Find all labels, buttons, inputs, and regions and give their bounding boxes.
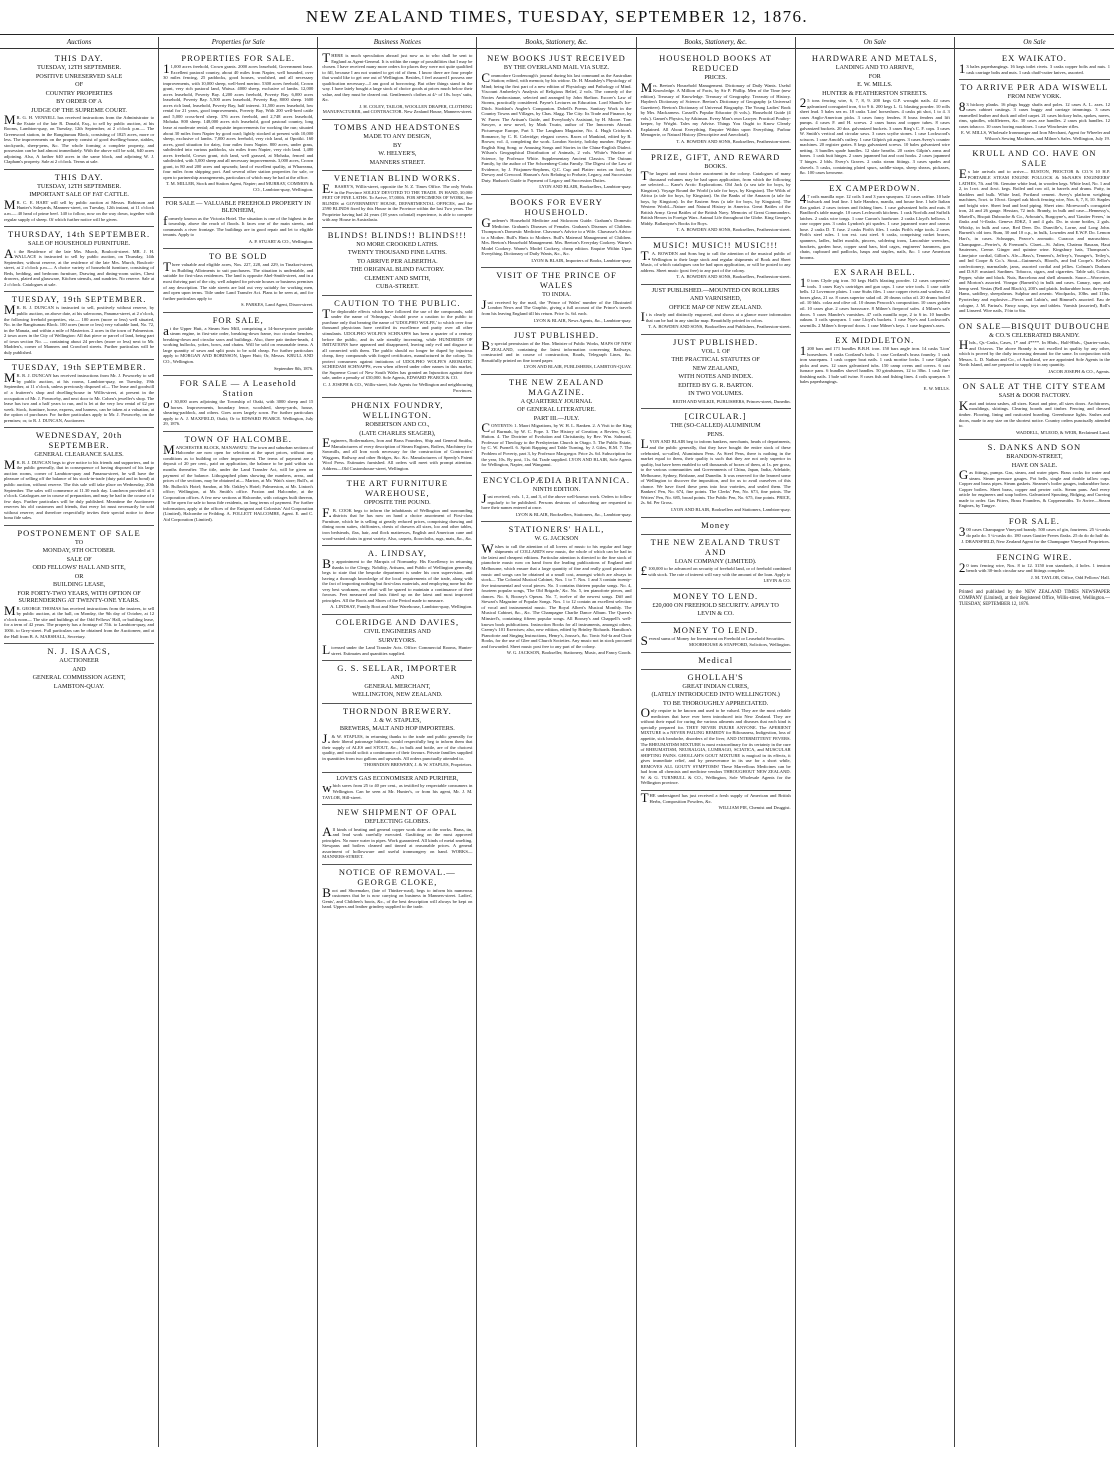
advertisement xyxy=(959,550,1110,586)
ad-body: 11,000 acres freehold, Crown grants. 2000 acres leasehold, Government lease. Excellent pastoral country, about 40 miles from Napier, well bounded, over 30 miles fencing, 25 paddocks, good houses, woolshed, and all necessary improvements, with 10,000 sheep, well-bred merino. 5300 acres freehold, Crown grant, very rich pastoral land, Waiwa. 4000 sheep, exclusive of lambs. 12,000 acres leasehold, Poverty Bay. 4,200 acres freehold, Poverty Bay. 6,000 acres leasehold, Poverty Bay. 5,500 acres leasehold, Poverty Bay, 8000 sheep. 1600 acres rich land, leasehold, Poverty Bay, half interest. 31,500 acres leasehold, low rental for 21 years, good improvements, Poverty Bay, With 200 well-bred cattle and 5,000 cross-bred sheep. 376 acres freehold, and 2,748 acres leasehold, Mohaka. 800 sheep. 148,000 acres rich leasehold, good pastoral country, long lease at moderate rental; all requisite improvements for working the run; situated about 30 miles from Napier by good road; lightly stocked at present with 10,000 sheep, exclusive of lambs. 7,000 acres freehold, very rich land, at Opotiki. 160 acres, good situation for dairy, four miles from Napier. 800 acres, under grass, subdivided into various paddocks, six miles from Napier, very rich land. 1,480 acres freehold, Crown grant, rich land, well grassed, at Mohaka, fenced and subdivided, with 5,000 sheep and all necessary improvements. 3,000 acres, Crown grant, in 80 and 200 acres and upwards; land of excellent quality, at Whareama, four miles from shipping port. And several other station properties for sale, or open to partnership arrangements, particulars of which may be had at the office. xyxy=(163,61,314,180)
ad-body: formerly known as the Victoria Hotel. The situation is one of the highest in the township, above the reach of floods. It faces one of the main streets, and commands a river frontage. The buildings are in good repair and let to eligible tenants. Apply to xyxy=(163,212,314,238)
ad-heading-line: POSTPONEMENT OF SALE xyxy=(17,527,141,538)
ad-heading-line: THURSDAY, 14th SEPTEMBER. xyxy=(8,229,151,240)
ad-body: All kinds of heating and general copper work done at the works. Brass, tin, and lead work carefully executed. Gasfitting on the most approved principles. No more water in pipes. Work guaranteed. All kinds of metal smelting. Stewpans and boilers cleaned and tinned at reasonable prices. A general assortment of hollowware and useful ironmongery on hand. WORKS—MANNERS-STREET. xyxy=(322,823,473,860)
ad-heading-line: FOR SALE — VALUABLE FREEHOLD PROPERTY IN BLENHEIM, xyxy=(165,199,311,215)
ad-heading-line: EX WAIKATO. xyxy=(1001,53,1067,63)
ad-body: of 30,000 acres adjoining the Township of Otaki, with 3000 sheep and 15 horses. Improvements, boundary fence, woolshed, sheep-yards, house, shearing-paddock, and others. Goes acres largely sown. For further particulars apply to A. J. MAXFIELD, Otaki; Or to EDWARD PEARCE. Wellington, July 29, 1876. xyxy=(163,396,314,427)
advertisement xyxy=(481,375,631,473)
advertisement xyxy=(322,661,472,704)
advertisement xyxy=(641,623,791,653)
ad-heading-line: BOOKS FOR EVERY HOUSEHOLD. xyxy=(510,196,603,217)
column-3 xyxy=(318,37,477,1447)
ad-heading-line: BY THE OVERLAND MAIL VIA SUEZ. xyxy=(503,64,610,71)
ad-heading-line: JUST PUBLISHED. xyxy=(673,336,759,347)
advertisement xyxy=(322,120,472,171)
ad-body: 25 tons fencing wire, 6, 7, 8, 9. 200 kegs G.P. wrought nails. 42 cases galvanized corrugated iron, 6 to 9 ft. 200 kegs L. G. blasting powder. 10 rolls sheet lead. 5 bales sez m. 18 casks 'Lion' horseshoes. 4 casks pit shot, 1 to 4. 3 cases Anglo-American picks. 3 cases fancy fenders. 8 brass fenders and lift pumps. 4 cases F. and H. screws. 2 cases brass and copper tubes. 8 cases galvanized buckets. 20 doz. galvanized buckets. 3 cases Rieg's C. F. cops. 3 cases W. Smith's vertical and circular saws. 3 cases scythe stones. 1 case Lockwood's scissors. 1 case Arnold's cutlery. 1 case Gilpin's pit augers. 3 cases Avery's counter machines. 20 register grates. 8 kegs galvanized screws. 10 bales galvanized wire netting. 3 bundles spade handles. 12 slate hearths. 20 crates Gilpin's arms and bones. 1 cask butt hinges. 2 cases japanned hat and coat hooks. 2 cases japanned T hinges. 2 bbls. Every's Graves. 2 casks steam fittings. 3 cases spades and shovels. 5 casks, containing plated spurs, saddle-straps, sheep shears, pickaxes, &c. 100 cases kerosene. xyxy=(799,95,950,176)
column-7 xyxy=(955,37,1114,1447)
ad-body: J.& W. STAPLES, in returning thanks to the trade and public generally for their liberal patronage hitherto, would respectfully beg to inform them that their supply of ALES and STOUT, &c., in bulk and bottle, are of the choicest quality, and would solicit a continuance of their favours. Private families supplied in quantities from two gallons and upwards. All orders punctually attended to. xyxy=(322,730,473,761)
ad-body: LYON AND BLAIR beg to inform bankers, merchants, heads of departments, and the public generally, that they have bought the entire stock of these celebrated, so-called, Aluminium Pens. As Steel Pens, there is nothing in the market equal to them, their quality is such that they are not only superior in quality, but have been enabled to sell thousands of boxes of them, at 1s. per gross, to the various communities and Governments of China, Japan, India, Adelaide, Melbourne, Sydney, Brisbane, and Dunedin. It was reserved for the learned some of Wellington to discover the imposition, and for us to avail ourselves of this chance. We have fixed these pens into four varieties, and sealed them. The Bankers' Pen, No. 674, fine points. The Clerks' Pen, No. 673, fine points. The Writers' Pen, No. 685, broad points. The Public Pen, No. 675, fine points. PRICE, 2s. 6d. Per Gross. xyxy=(640,436,791,506)
column-2 xyxy=(159,37,318,1447)
ad-heading-line: (LATELY INTRODUCED INTO WELLINGTON.) xyxy=(651,691,780,699)
ad-heading-line: ON SALE AT THE CITY STEAM xyxy=(962,381,1107,392)
advertisement xyxy=(641,518,791,535)
advertisement xyxy=(4,360,154,428)
advertisement xyxy=(959,51,1110,80)
ad-heading-line: THE ORIGINAL BLIND FACTORY. xyxy=(350,266,445,274)
ad-signature: W. G. JACKSON, Bookseller, Stationery, Music, and Fancy Goods. xyxy=(506,650,632,656)
ad-heading-line: AND VARNISHED, xyxy=(689,295,742,303)
ad-heading-line: & CO.'S CELEBRATED BRANDY. xyxy=(989,331,1080,339)
ad-heading-line: TO ARRIVE PER ALBERTHA. xyxy=(357,257,438,265)
advertisement xyxy=(322,615,472,661)
ad-signature: MOORHOUSE & STAFFORD, Solicitors, Wellington. xyxy=(689,642,791,648)
advertisement xyxy=(959,379,1110,440)
advertisement xyxy=(641,653,791,670)
ad-heading-line: S. DANKS AND SON xyxy=(987,442,1082,453)
ad-heading-line: POSITIVE UNRESERVED SALE xyxy=(35,72,123,80)
advertisement xyxy=(163,249,313,312)
ad-heading-line: EX CAMPERDOWN. xyxy=(829,182,921,193)
ad-signature: C. J. JOSEPH & CO., Willis-street, Sole Agents for Wellington and neighbouring Provinces. xyxy=(322,381,473,393)
ad-signature: September 8th, 1876. xyxy=(273,365,314,371)
ad-signature: THORNDON BREWERY, J. & W. STAPLES, Proprietors. xyxy=(363,762,473,768)
ad-body: E.BASBY'S, Willis-street, opposite the N. Z. Times Office. The only Works in the Province SOLELY DEVOTED TO THE TRADE. IN HAND, 30,000 FEET OF FINE LATHS. To Arrive, 57,000ft. FOR SPECIMENS OF WORK, See BLINDS at GOVERNMENT HOUSE, DEPARTMENTAL OFFICES, and the 2590 BLINDS fixed by this House in the Province within the last Two years. The Proprietor having had 24 years (18 years colonial) experience, is able to compete with any House in Australasia. xyxy=(322,181,473,223)
ad-body: 47 coils manilla rope. 12 coils 3 and 3 yarn spunyarn. 12 cases raffine. 10 bale bulwark and lead line. 1 bale Hambro, manila, and house line. 1 bale Italian flax gasket. 2 cases twines and fishing lines. 1 case galvanized bolts and nuts. 8 Bradford's table mangle. 10 cases Lechworth kitchens. 1 cask Norfolk and Suffolk latches. 2 casks wire tongs. 1 case Carron's hardware. 2 casks Lloyd's bellows. 1 case copper pan. 3 casks Lyndon's pit spades. 1 case japanned ware and canvas hose. 2 casks D. T. fuse. 2 casks Firth's files. 1 casks Firth's edge tools. 2 cases Firth's steel rules. 1 ton ext. cast steel. 6 casks, comprising racket braces, spanners, ladles, bullet moulds, pincers, soldering irons, Lancashire wrenches, brackets, garden hose, copper sand bars, bird cages, engineers' hammers, gun chain, cupboard and padlocks, hasps and staples, nails, &c. 1 case American brooms. xyxy=(799,190,950,260)
ad-heading-line: GREAT INDIAN CURES, xyxy=(682,682,749,690)
ad-body: Wishes to call the attention of all lovers of music to his regular and large shipments of COLLARD'S new music, the whole of which can be had in the latest and cheapest editions. Particular attention is directed to the fine stock of pianoforte music now on hand from the leading publications of England and Melbourne, which ensure that a large quantity of fine and really good pianoforte music and songs can be obtained at a small cost, amongst which are always in stock— The Colonial Musical Cabinet, Nos. 1 to 7. Nos. 1 and 3 contain twenty-five instrumental and vocal pieces. No. 3 contains thirteen popular songs. No. 4, fourteen popular songs, 'The Old Brigade,' &c. No. 5, ten pianoforte pieces, and dances. No. 6, Boosey's Operas. No. 7, twelve of the newest songs. Diff and Stewart's Magazine of Popular Songs. Nos. 1 to 12 contain an excellent selection of vocal and instrumental music. The Royal Albert's Musical Monthly. The Musical Cabinet, &c., &c. The Champagne Charlie Dance Album. The Queen's Minstrel's, containing fifteen popular songs. All Boosey's and Chappell's well-known book publications. Instruction Books for all instruments, amongst others, Czerny's 101 Exercises; also, new edition, edited by Brinley Richards. Hamilton's Pianoforte and Singing Instructions, Henry's, Jousse's, &c. Tonic Sol-fa and Choir Books, for the use of Glee and Church Societies. Any music not in stock procured and forwarded. Sheet music post free to any part of the colony. xyxy=(481,540,632,649)
ad-heading-line: TUESDAY, 19th SEPTEMBER. xyxy=(11,362,147,373)
ad-heading-line: TO BE THOROUGHLY APPRECIATED. xyxy=(663,699,769,707)
ad-heading-line: TO xyxy=(75,538,84,546)
ad-heading-line: CIVIL ENGINEERS AND xyxy=(363,628,431,636)
ad-heading-line: AND xyxy=(72,665,86,673)
ad-heading-line: THE NEW ZEALAND MAGAZINE. xyxy=(508,376,605,397)
ad-heading-line: THE (SO-CALLED) ALUMINIUM xyxy=(670,422,761,430)
ad-heading-line: THE NEW ZEALAND TRUST AND xyxy=(650,536,781,557)
ad-heading-line: GENERAL MERCHANT, xyxy=(364,682,431,690)
advertisement xyxy=(481,522,631,659)
advertisement xyxy=(641,535,791,589)
ad-heading-line: COUNTRY PROPERTIES xyxy=(45,89,113,97)
advertisement xyxy=(959,80,1110,146)
ad-heading-line: FOR FORTY-TWO YEARS, WITH OPTION OF SURRENDERING AT TWENTY-ONE YEARS. xyxy=(17,589,141,605)
ad-heading-line: £20,000 ON FREEHOLD SECURITY. APPLY TO xyxy=(652,601,779,609)
ad-heading-line: ROBERTSON AND CO., xyxy=(365,421,430,429)
advertisement xyxy=(4,428,154,526)
ad-signature: LYON & BLAIR, Booksellers, Stationers, &c., Lambton-quay. xyxy=(515,511,632,517)
ad-body: Only require to be known and used to be valued. They are the most reliable medicines that have ever been introduced into New Zealand. They are without their equal for curing the various ailments and diseases that each kind is specially prepared for. THEY NEVER INJURE ANYONE. The APERIENT MIXTURE is a NEVER FAILING REMEDY for Biliousness, Indigestion, loss of appetite, sick headache, disorders of the liver, AND INTERMITTENT FEVERS. The RHEUMATISM MIXTURE is most extraordinary for its certainty in the cure of RHEUMATISM, NEURALGIA, LUMBAGO, SCIATICA, and MUSCULAR SHIFTING PAINS. GHOLLAH'S GOUT MIXTURE is magical in its effects, it gives immediate relief, and by perseverance in its use for a short while, REMOVES ALL GOUTY SYMPTOMS! These Marvellous Medicines can be had from all chemists and medicine vendors THROUGHOUT NEW ZEALAND. W. & G. TURNBULL & CO., Wellington, Sole Wholesale Agents for the Wellington province. xyxy=(640,705,791,786)
masthead xyxy=(0,0,1114,35)
ad-heading-line: WEDNESDAY, 20th SEPTEMBER. xyxy=(35,430,123,451)
advertisement xyxy=(641,335,791,410)
advertisement xyxy=(163,376,313,432)
ad-heading-line: WELLINGTON, NEW ZEALAND. xyxy=(352,691,443,699)
ad-signature: A. P. STUART & CO., Wellington. xyxy=(248,238,314,244)
ad-heading-line: NINTH EDITION. xyxy=(532,485,581,493)
advertisement xyxy=(959,514,1110,550)
ad-heading-line: MONEY TO LEND. xyxy=(673,590,759,601)
advertisement xyxy=(481,51,631,195)
ad-body: Three valuable and eligible acres, Nos. 227, 228, and 229, in Tinakori-street, in Building Allotments to suit purchasers. The situation is undeniable, and suitable for first-class residences. The land is opposite Abel-Smith-street, and in a most thriving part of the city, well adapted for private houses or business premises of any description. The side streets are laid out very suitably for working men, and open upon terms. Title under Land Transfer Act. Plans to be seen at, and for further particulars apply to xyxy=(163,259,314,301)
ad-heading-line: PROPERTIES FOR SALE. xyxy=(181,53,296,63)
advertisement xyxy=(163,432,313,527)
ad-signature: LYON AND BLAIR, Booksellers and Stationers, Lambton-quay. xyxy=(671,507,791,513)
advertisement xyxy=(800,333,950,395)
ad-body: By special permission of the Hon. Minister of Public Works, MAPS OF NEW ZEALAND, containing the latest information concerning Railways, constructed and in course of construction, Roads, Telegraph Lines, &c. Beautifully printed on fine toned paper. xyxy=(481,338,632,363)
advertisement xyxy=(481,328,631,375)
ad-heading-line: LANDING AND TO ARRIVE, xyxy=(835,64,914,71)
ad-heading-line: CAUTION TO THE PUBLIC. xyxy=(334,297,461,308)
ad-heading-line: TO ARRIVE PER ADA WISWELL xyxy=(960,82,1109,93)
ad-heading-line: BREWERS, MALT AND HOP IMPORTERS. xyxy=(339,725,455,733)
advertisement xyxy=(4,644,154,694)
ad-body: Gas fittings, pumps. Gas, steam, and water pipes. Brass cocks for water and steam. Steam pressure gauges. Pot bells, single and double tallow cups. Copper and brass pipes. Steam gaskets. Steamer's boiler gauges, indiarubber hose. Copper boilers. Sheet brass, copper and pewter coils. Steam pans. And every article for engineers and soap boilers. Galvanized Spouting, Ridging, and Curving made to order. Gas Fitters, Brass Founders, & Coppersmiths. To Arrive—Steam Engines, by Tangye. xyxy=(958,467,1110,509)
ad-heading-line: PHŒNIX FOUNDRY, WELLINGTON. xyxy=(351,400,444,421)
ad-heading-line: Medical xyxy=(698,654,734,665)
ad-heading-line: MONDAY, 9TH OCTOBER. xyxy=(42,547,116,555)
advertisement xyxy=(641,238,791,285)
ad-body: 300 cases Champagne Vineyard brandy. 500 cases of gin, fourteens. 25 ¼-casks do palo do. 5 ¼-casks do. 180 cases Gautier Freres flasks. 25 do do do half do. xyxy=(958,524,1110,540)
ad-body: Just received by the mail, the 'Prince of Wales' number of the Illustrated London News and The Graphic, giving a full account of the Prince's travels from his leaving England till his return. Price 1s. 6d. each. xyxy=(481,296,632,316)
ad-heading-line: TUESDAY, 12TH SEPTEMBER. xyxy=(37,64,122,71)
ad-heading-line: BLINDS! BLINDS!! BLINDS!!! xyxy=(327,229,468,240)
ad-heading-line: TOWN OF HALCOMBE. xyxy=(184,433,292,444)
advertisement xyxy=(163,51,313,198)
ad-signature: J. H. COLEY, TAILOR, WOOLLEN DRAPER, CLOTHING MANUFACTURER, and CONTRACTOR. New Zealand House, Manners-street. xyxy=(322,103,473,115)
ad-heading-line: OPPOSITE THE POUND. xyxy=(363,499,431,507)
advertisement xyxy=(641,670,791,791)
ad-heading-line: HARDWARE AND METALS, xyxy=(811,53,938,63)
advertisement xyxy=(641,51,791,150)
ad-body: Gardener's Household Medicine and Sickroom Guide. Graham's Domestic Medicine. Graham's Diseases of Females. Graham's Diseases of Children. Thompson's Domestic Medicine. Chavasse's Advice to a Wife. Chavasse's Advice to a Mother. Bull's Hints to Mothers. Bull's Maternal Management of Children. Mrs. Beeton's Household Management. Mrs. Beeton's Everyday Cookery. Warne's Model Cookery. Warne's Model Cookery, cheap edition. Enquire Within Upon Everything. Dictionary of Daily Wants, &c., &c. xyxy=(481,214,632,257)
advertisement xyxy=(641,150,791,239)
ad-body: Boot and Shoemaker, (late of Thinker-road), begs to inform his numerous customers that he is now carrying on business in Manners-street. Ladies', Gents', and Children's boots, &c., of the best description will always be kept on hand. Uppers and leather grindery supplied to the trade. xyxy=(322,884,473,910)
ad-body: Engineers, Boilermakers, Iron and Brass Founders, Ship and General Smiths, Manufacturers of every description of Steam Engines, Boilers, Machinery for Sawmills, and all Iron work necessary for the construction of Contractors' Waggons, Railway and other Bridges, &c. &c. Manufacturers of Speedy's Patent Wool Press. Estimates furnished. All orders will meet with prompt attention. Address—Old Customhouse-street, Wellington. xyxy=(322,435,473,471)
ad-heading-line: BY xyxy=(393,141,402,149)
ad-heading-line: CLEMENT AND SMITH, xyxy=(364,274,431,282)
ad-heading-line: NOTICE OF REMOVAL.—GEORGE CLOKE, xyxy=(338,866,456,887)
ad-heading-line: THIS DAY. xyxy=(54,53,104,63)
ad-heading-line: COLERIDGE AND DAVIES, xyxy=(335,617,460,628)
advertisement xyxy=(322,546,472,615)
advertisement xyxy=(322,228,472,296)
ad-body: Mrs. Beeton's Household Management. Dictionary of Daily Wants. Useful Knowledge. A Million of Facts, by Sir P. Phillip. Men of the Time (new edition). Treasury of Knowledge. Treasury of Geography. Treasury of History. Hayden's Dictionary of Science. Beeton's Dictionary of Geography (a Universal Gazetteer). Beeton's Dictionary of Universal Biography. The Young Ladies' Book by Mrs. Mackarness. Cassell's Popular Educator (6 vols.). Household Guide (4 vols.). Gamet's Physics, by Atkinson. Every Man's own Lawyer. Practical Poultry-keeper, by Wright. Tales my Advise. Things You Ought to Know Clearly Explained. All About Everything. Enquire Within upon Everything. Parlour Menagerie, or Natural History (Descriptive and Anecdotal). xyxy=(640,79,791,138)
ad-heading-line: NEW SHIPMENT OF OPAL xyxy=(337,807,458,818)
ad-body: It is clearly and distinctly engraved, and shows at a glance more information that can be had in any similar map. Beautifully printed in colors. xyxy=(640,309,791,325)
advertisement xyxy=(959,146,1110,318)
ad-heading-line: FOR SALE, xyxy=(212,314,264,325)
column-heading: On Sale xyxy=(796,37,954,49)
advertisement xyxy=(641,791,791,815)
ad-heading-line: W. G. JACKSON xyxy=(534,535,579,543)
ad-heading-line: OF GENERAL LITERATURE. xyxy=(517,406,596,414)
ad-heading-line: ON SALE—BISQUIT DUBOUCHE xyxy=(958,320,1110,331)
advertisement xyxy=(163,313,313,376)
column-5 xyxy=(637,37,796,1447)
ad-heading-line: BOOKS. xyxy=(704,162,727,170)
ad-signature: REITH AND WILKIE, PUBLISHERS, Princes-street, Dunedin. xyxy=(672,398,791,404)
ad-body: Licensed under the Land Transfer Acts. Office: Commercial Rooms, Hunter-street. Estimates and quantities supplied. xyxy=(322,642,473,658)
ad-heading-line: SALE OF xyxy=(66,555,92,563)
ad-body: 20 tons fencing wire, Nos. 8 to 12. 3150 iron standards, 4 holes. 1 tension bench with 30-inch circular saw and fittings complete. xyxy=(958,559,1110,575)
ad-heading-line: CUBA-STREET. xyxy=(375,283,419,291)
advertisement xyxy=(800,265,950,333)
ad-signature: T. M. MILLER, Stock and Station Agent, Napier; and MURRAY, COMMON & CO., Lambton-quay, Wellington. xyxy=(165,181,314,193)
ad-heading-line: PRICES. xyxy=(704,74,727,81)
ad-heading-line: HUNTER & FEATHERSTON STREETS. xyxy=(822,89,928,97)
ad-heading-line: J. & W. STAPLES, xyxy=(373,716,421,724)
ad-signature: WILLIAM PIE, Chemist and Druggist. xyxy=(718,805,791,811)
advertisement xyxy=(800,51,950,181)
ad-heading-line: KRULL AND CO. HAVE ON SALE xyxy=(972,148,1097,169)
ad-heading-line: GENERAL CLEARANCE SALES. xyxy=(34,451,124,459)
ad-heading-line: FOR SALE. xyxy=(1008,516,1060,527)
advertisement xyxy=(322,865,472,914)
ad-heading-line: BRANDON-STREET, xyxy=(1006,453,1063,461)
ad-heading-line: EX MIDDLETON. xyxy=(835,335,915,346)
ad-body: MR. G. H. VENNELL has received instructions from the Administrator to the Estate of the late R. Donald, Esq., to sell by public auction, at his Rooms, Lambton-quay, on Tuesday, 12th September, at 2 o'clock p.m.— The Greenwood station, in the Rangitumau Block, consisting of 1825 acres, more or less. The improvements on the property consist of good dwelling-house, stables, stockyards, sheep-pens, &c. The whole forming a complete property, and possession can be had almost immediately. With the above will be sold, 640 acres adjoining. Also, A farther 640 acres in the same block, and adjoining W. J. Clapham's property. Sale at 2 o'clock. Terms at sale. xyxy=(4,112,155,165)
ad-body: The largest and most choice assortment in the colony. Catalogues of many thousand volumes may be had upon application, from which the following are selected:— Kane's Arctic Explorations. Old Jack (a sea tale for boys, by Kingston). Voyage Round the World (a tale for boys, by Kingston). The Wilds of Africa (a tale for boys, by Kingston). On the Banks of the Amazon (a tale for boys, by Kingston). In the Eastern Seas (a tale for boys, by Kingston). The Western World—Nature and Natural History in America. Great Battles of the British Army. Great Battles of the British Navy. Memoirs of Great Commanders. British Heroes in Foreign Wars. Animal Life throughout the Globe. King George's Middy. Ballantyne's Books for Boys. xyxy=(640,168,791,226)
ad-heading-line: VENETIAN BLIND WORKS. xyxy=(333,173,461,184)
newspaper-title: NEW ZEALAND TIMES, TUESDAY, SEPTEMBER 12, 1876. xyxy=(305,7,809,26)
advertisement xyxy=(800,181,950,266)
ad-body: By appointment to the Marquis of Normanby. His Excellency in returning thanks to the Clergy, Nobility, Artisans, and Public of Wellington generally, begs to state that the bespoke department is under his own supervision, and having a thorough knowledge of the local requirements of the trade, along with the fact of importing nothing but first-class materials, and employing none but the very best workmen, no effort will be spared to maintain a continuance of their favours. Feet measured and lasts fitted up on the latest and most improved principles. All the Boots and Shoes of the Period made to measure. xyxy=(322,556,473,603)
column-heading: Books, Stationery, &c. xyxy=(637,37,795,49)
ad-heading-line: DEFLECTING GLOBES. xyxy=(364,818,430,826)
ad-heading-line: THE PRACTICAL STATUTES OF xyxy=(671,356,760,364)
ad-body: CONTENTS: 1. Maori Migrations, by W. H. L. Ranken. 2. A Visit to the King of Burmah, by W. C. Pope. 3. The History of Creation; a Review, by C. Hutton. 4. The Doctrine of Evolution and Christianity, by Rev. Wm. Salmond, Professor of Theology to the Presbyterian Church in Otago. 5. The Public Estate, by C. W. Purnell. 6. Spirit Rapping and Table Turning, by J. Giles, R.M. 7. The Problem of Poverty, part 3, by Professor Macgregor. Price 2s. 6d. Subscription for the year, 10s. By post, 11s. 6d. Trade supplied. LYON AND BLAIR, Sole Agents for Wellington, Napier, and Wanganui. xyxy=(481,420,632,468)
ad-heading-line: FENCING WIRE. xyxy=(996,551,1073,562)
ad-body: MR. R. J. DUNCAN has received instructions from Mr. J. Pownceby to sell by public auction, at his rooms, Lambton-quay, on Tuesday, 19th September, at 11 o'clock, unless previously disposed of— The lease and goodwill of a fruiterer's shop and dwelling-house in Willis-street, at present in the occupation of Mr. J. Pownceby, and next door to Mr. Cohen's jeweller's shop. The lease has two and a half years to run, and is let at the very low rental of £2 per week. Stock, furniture, horse, express, and harness, can be taken at a valuation, at the option of purchaser. For further particulars apply to Mr. J. Pownceby, on the premises; or, to R. J. DUNCAN, Auctioneer. xyxy=(4,370,155,423)
ad-heading-line: NEW ZEALAND, xyxy=(692,364,739,372)
ad-heading-line: Money xyxy=(701,519,731,530)
advertisement xyxy=(163,198,313,250)
column-6 xyxy=(796,37,955,1447)
column-1 xyxy=(0,37,159,1447)
column-heading: Business Notices xyxy=(318,37,476,49)
ad-body: 83 hickory planks. 16 plugs buggy shafts and poles. 12 cases A. L. axes. 12 cases cabinet castings. 3 cases buggy and carriage trimmings. 3 cases enamelled leather and duck and oiled carpet. 21 cases hickory hubs, spokes, naves, rims, spindles, whiffletrees, &c. 30 cases axe handles. 2 cases pick handles. 12 cases tobacco. 10 cases boring machines. 1 case Winchester rifles. xyxy=(958,98,1110,129)
ad-heading-line: TO INDIA. xyxy=(542,291,571,299)
ad-heading-line: OR xyxy=(74,572,84,580)
ad-body: THE undersigned has just received a fresh supply of American and British Herbs, Composition Powders, &c. xyxy=(640,789,791,805)
ad-heading-line: MANNERS STREET. xyxy=(369,158,426,166)
advertisement xyxy=(322,476,472,546)
advertisement xyxy=(322,51,472,120)
advertisement xyxy=(959,440,1110,514)
ad-heading-line: W. HELYER'S, xyxy=(378,150,417,158)
ad-heading-line: PART III.—JULY. xyxy=(533,414,580,422)
ad-heading-line: JUDGE OF THE SUPREME COURT. xyxy=(31,106,127,114)
ad-body: which saves from 25 to 40 per cent., as testified by respectable consumers in Wellington. Can be seen at Mr. Hunter's, or from his agent, Mr. J. M. TAYLOR, Hill-street. xyxy=(322,780,473,800)
ad-heading-line: G. S. SELLAR, IMPORTER xyxy=(337,663,458,674)
ad-body: 13 bales paperhangings. 16 kegs toilet rivets. 3 casks copper bolts and nuts. 1 cask carriage bolts and nuts. 1 cask chaff-cutter knives, assorted. xyxy=(958,61,1110,76)
advertisement xyxy=(481,195,631,268)
ad-heading-line: OF xyxy=(75,81,84,88)
ad-heading-line: THE ART FURNITURE WAREHOUSE, xyxy=(346,478,449,499)
ad-heading-line: PRIZE, GIFT, AND REWARD xyxy=(650,151,781,162)
ad-heading-line: ODD FELLOWS' HALL AND SITE, xyxy=(32,564,126,572)
ad-body: THERE is much speculation abroad just now as to who shall be sent to England as Agent-General. It is within the range of possibilities that I may be chosen. I have received many more orders for places they were not quite qualified to fill, because I am not wanted to get rid of them. I know there are four people that would like to get one out of Wellington. Besides, I feel assured I possess one qualification necessary—I am good at borrowing. But other things stand in the way. I have lately bought a large stock of choice goods at prices much below their value, and they must be cleared out. Gentlemen's clothes at 4/- of 10s. boys' suits, &c. xyxy=(322,50,473,103)
ad-signature: E. W. MILLS, Wholesale Ironmonger and Iron Merchant, Agent for Wheeler and Wilson's Sewing Machines, and Milner's Safes. Wellington, July 19. xyxy=(961,130,1110,141)
ad-heading-line: SALE OF HOUSEHOLD FURNITURE. xyxy=(28,240,131,248)
ad-signature: A. LINDSAY, Family Boot and Shoe Warehouse, Lambton-quay, Wellington. xyxy=(330,604,473,610)
column-heading: Auctions xyxy=(0,37,158,49)
ad-heading-line: TWENTY THOUSAND FINE LATHS. xyxy=(347,249,447,257)
ad-heading-line: TUESDAY, 12TH SEPTEMBER. xyxy=(37,182,122,190)
imprint-footer: Printed and published by the NEW ZEALAND TIMES NEWSPAPER COMPANY (Limited), at their Registered Office, Willis-street, Wellington.—TUESDAY, SEPTEMBER 12, 1876. xyxy=(958,590,1110,607)
ad-heading-line: LOVE'S GAS ECONOMISER AND PURIFIER, xyxy=(336,774,459,782)
ad-body: Ex late arrivals and to arrive— RUSTON, PROCTOR & CO.'S 10 H.P. PORTABLE STEAM ENGINE POLLOCK & McNAB'S ENGINEERS' LATHES, 7ft. and 9ft. Genuine white lead, in wooden kegs. White lead, No. 1 and 2, in 1cwt. and 4cwt. kegs. Boiled and raw oil, in barrels and drums. Putty, in bladders and bulk. White lead, Portland cement. Avery's platform weighing machines, 5cwt. to 10cwt. Gospel oak block fencing wire, Nos. 6, 7, 8, 10. Staples and bright wire. Sheet lead and lead piping. Sheet zinc. Morewood's corrugated iron, 24 and 26 gauge. Hessian, 72 inch. Brandy, in bulk and case—Hennessy's, Martell's, Bisquit Dubouche & Co., Arbouin's, Burgoyne's, and 'Gautier Freres,' in flasks and ½-flasks. Geneva JDKZ, 3 and 4 gals. Do. in stone bottles, 2 gals. Whisky, in bulk and case, Red Deer. Do. Dunville's, Lorne, and Long John. Burnett's old tom. Rum, 30 and 10 o.p., in bulk, Lowndes and E.W.P. Do. Lemon Hart's, in cases. Schnapps, Pearce's aromatic. Curacoa and maraschino. Champagne—Perrier's, & Fremont's. Claret—St. Julien, Chateau Rauzan, Haut Sauternes, Creme. Ginger and quinine wine. Kingsbury hats, Thompson's. Limejuice cordial, Gillon's. Ale—Bass's, Tennent's, Jeffrey's, Younger's, Tetley's, and Ind Coope & Co.'s. Stout—Guinness's, Blood's, and Ind Coope's. Kellor's confectionery, marmalade, jams, assorted cordial and jellies. Colman's Durham and D.S.F. mustard. Sardines. Tobacco, cigars, and cigarettes. Table salt, Cotton. Pepper, white and black. Nuts, Barcelona and shell almonds. Sauce—Worcester, and Morton's assorted. Vinegar (Barnett's) in bulk and cases. Canary, rape, and hemp seed. Vestas (Bell and Black's), 200's and plaids. Indiarubber hose, three-ply. Hams, saddlery, sheepshears. Sulphur and arsenic. Woolpacks, 10lbs. and 11lbs. Pyrotechny and explosive—Pieces and Lubin's, and Rimmel's assorted. Eau de cologne, J. M. Farina's. Fancy soaps, toys and tablets. Varnish (assorted), Roll's and Linseed. Wire nails, 1½in to 6in. xyxy=(958,166,1110,314)
advertisement xyxy=(4,51,154,170)
ad-body: Just received, vols. 1, 2, and 3, of the above well-known work. Orders to follow regularly to be published. Persons desirous of subscribing are requested to have their names entered at once. xyxy=(481,491,632,511)
advertisement xyxy=(641,285,791,335)
ad-signature: LYON & BLAIR, Importers of Books, Lambton-quay. xyxy=(531,257,632,263)
ad-heading-line: PENS. xyxy=(707,430,724,438)
advertisement xyxy=(322,398,472,476)
ad-heading-line: TOMBS AND HEADSTONES xyxy=(333,122,461,133)
ad-body: F.B. COOK begs to inform the inhabitants of Wellington and surrounding districts that he has now on hand a choice assortment of First-class Furniture, which he is selling at greatly reduced prices, comprising drawing and dining room suites, chiffoniers, chests of drawers all sizes, loo and other tables, iron bedsteads, flax, hair, and flock mattresses, English and American cane and wood-seated chairs in great variety. Also, carpets, floorcloths, rugs, mats, &c., &c. xyxy=(322,504,473,541)
ad-heading-line: SURVEYORS. xyxy=(378,636,417,644)
ad-heading-line: THIS DAY. xyxy=(54,171,104,182)
advertisement xyxy=(4,292,154,360)
ad-heading-line: EX SARAH BELL. xyxy=(833,267,916,278)
ad-body: The deplorable effects which have followed the use of the compounds, sold under the name of 'Schnapps,' should prove a caution to the public to purchase only that bearing the name of 'UDOLPHO WOLFE,' to which over four thousand physicians have certified its excellence and purity over all other stimulants. UDOLPHO WOLFE'S SCHNAPPS has been a quarter of a century before the public, and its sale steadily increasing, while HUNDREDS OF IMITATIONS have appeared and disappeared, leaving only evil and disgrace to all connected with them. The public should no longer be duped by injurious cheap, fiery compounds with forged certificates, manufactured in the colony. To protect consumers against imitations of UDOLPHO WOLFE'S AROMATIC SCHIEDAM SCHNAPPS, even when offered under other names in this market, the Supreme Court of New South Wales has granted an Injunction against their sale, under a penalty of £50,000. Sole Agents, EDWARD PEARCE & CO. xyxy=(322,305,473,381)
advertisement xyxy=(322,296,472,398)
ad-heading-line: N. J. ISAACS, xyxy=(47,646,111,657)
ad-body: MR. C. E. HART will sell by public auction at Messrs. Robinson and Hunter's Saleyards, Manners-street, on Tuesday, 12th instant, at 11 o'clock a.m.— 40 head of prime beef. 140 to follow, now on the way down, together with regular supply of sheep. Of which further notice will be given. xyxy=(4,196,155,222)
ad-heading-line: HAVE ON SALE. xyxy=(1011,461,1058,469)
ad-heading-line: MONEY TO LEND. xyxy=(673,624,759,635)
ad-heading-line: STATIONERS' HALL, xyxy=(508,524,605,535)
advertisement xyxy=(481,473,631,523)
column-heading: Books, Stationery, &c. xyxy=(477,37,635,49)
ad-heading-line: FROM NEW YORK. xyxy=(1007,93,1062,101)
ad-body: MR. GEORGE THOMAS has received instructions from the trustees, to sell by public auction, at the hall, on Monday, the 9th day of October, at 12 o'clock noon— The site and buildings of the Odd Fellows' Hall, or building lease, for a term of 42 years. The property has a frontage of 75ft. to Lambton-quay, and 100ft. to Grey-street. Full particulars can be obtained from the Auctioneer, and at the Hall from B. A. MARSHALL, Secretary. xyxy=(4,602,155,639)
ad-heading-line: E. W. MILLS. xyxy=(857,81,893,88)
ad-heading-line: AND xyxy=(390,674,405,682)
column-heading: Properties for Sale xyxy=(159,37,317,49)
ad-heading-line: BY ORDER OF A xyxy=(56,98,103,105)
ad-signature: LYON AND BLAIR, Booksellers, Lambton-quay. xyxy=(539,184,632,190)
ad-body: T.A. BOWDEN and Sons beg to call the attention of the musical public of Wellington to their large stock and regular shipments of Book and Sheet Music, of which catalogues can be had upon application, or will be posted to any address. Sheet music (post free) to any part of the colony. xyxy=(640,248,791,273)
ad-body: £100,000 to be advanced on security of freehold land, or of freehold combined with stock. The rate of interest will vary with the amount of the loan. Apply to xyxy=(640,563,791,579)
ad-heading-line: VISIT OF THE PRINCE OF WALES xyxy=(496,270,617,291)
advertisement xyxy=(322,171,472,228)
ad-body: at the Upper Hutt, a Steam Saw Mill, comprising a 14-horse-power portable steam engine, in first-rate order, breaking-down frame, two circular benches, breaking-down and circular saws and buildings. Also, three pair timber-heads, 4 working bullocks, yokes, bows, and chains. Will be sold on reasonable terms. A large quantity of sawn and split posts to be sold cheap. For further particulars apply to MORGAN AND ROBINSON, Upper Hutt; Or, Messrs. KRULL AND CO., Wellington. xyxy=(163,322,314,364)
ad-signature: T. A. BOWDEN AND SONS, Booksellers, Featherston-street. xyxy=(676,274,791,280)
ad-body: Hhds., Qr.-Casks, Cases, 1* and 4****. In Hhds., Half-Hhds., Quarter-casks, and Octavos. The above Brandy is not excelled in quality by any other, which is proved by the daily increasing demand for the same. In conjunction with Messrs. L. D. Nathan and Co., of Auckland, we are appointed Sole Agents in the North Island, and are prepared to supply it in any quantity. xyxy=(958,337,1110,368)
ad-heading-line: SASH & DOOR FACTORY. xyxy=(998,392,1071,400)
ad-heading-line: JUST PUBLISHED. xyxy=(513,330,600,341)
ad-heading-line: IMPORTANT SALE OF FAT CATTLE. xyxy=(29,191,129,199)
advertisement xyxy=(641,409,791,517)
ad-signature: T. A. BOWDEN AND SONS, Booksellers, Featherston-street. xyxy=(676,227,791,233)
ad-heading-line: FOR xyxy=(868,72,881,80)
advertisement xyxy=(322,704,472,773)
ad-heading-line: HOUSEHOLD BOOKS AT REDUCED xyxy=(659,53,773,73)
ad-heading-line: ENCYCLOPÆDIA BRITANNICA. xyxy=(482,474,631,485)
column-heading: On Sale xyxy=(955,37,1114,49)
ad-heading-line: A. LINDSAY, xyxy=(367,548,427,559)
ad-heading-line: OFFICE MAP OF NEW ZEALAND. xyxy=(668,303,763,311)
ad-body: MR. R. J. DUNCAN begs to give notice to his friends and supporters, and to the public generally, that in consequence of having disposed of his large auction rooms, corner of Lambton-quay and Panama-street, he will have the pleasure of selling off the balance of his stock-in-trade (duty paid and in bond) at public auction, without reserve. The this sale will take place on Wednesday, 20th September. The sales will commence at 11.30 each day. Luncheon provided at 1 o'clock. Catalogues are in course of preparation, and may be had in the course of a few days. Further particulars will be duly published. Meantime the Auctioneer reserves his old customers and friends, that every lot must necessarily be sold without reserve; and therefore respectfully invites their special notice to these bona fide sales. xyxy=(4,456,155,521)
ad-body: 10 tons Clyde pig iron. 50 kegs Hall's blasting powder. 12 cases carpenters' tools. 3 cases Kay's cartridges and gun caps. 1 case wire tools. 1 case cattle bells. 12 Lovemore plates. 1 case Stubs files. 1 case copper rivets and washers. 42 boxes glass, 21 oz. 8 cases superior salad oil. 20 drums colza oil. 20 drums boiled oil. 10 bbls. colza and olive oil. 10 drums Peacock's composition. 10 cases golden oil. 10 cases glue. 2 cases brassware. 8 Milner's fireproof safes. 4 Milner's safe doors. 5 cases Mander's varnishes. 47 coils manilla rope, 2 to 6 in. 10 bundles oakum. 3 coils spunyarn. 1 case Lloyd's buckets. 1 case Nye's and Lockwood's sawmills. 2 Milner's fireproof doors. 1 case Milner's keys. 1 case Ingram's axes. xyxy=(799,275,950,328)
ad-heading-line: GENERAL COMMISSION AGENT, xyxy=(32,674,126,682)
ad-body: MANCHESTER BLOCK, MANAWATU. The town and suburban sections of Halcombe are now open for selection at the upset prices, without any conditions as to building or other improvement. The terms of payment are a deposit of 20 per cent., paid on application, the balance to be paid within six months thereafter. The title, under the Land Transfer Act, will be given on payment of the balance. Lithographed plans showing the numbers, areas, and prices of the sections, may be obtained at— Marton, at Mr. Watt's store; Bull's, at Mr. Bullock's Hotel; Sandon, at Mr. Oakley's Hotel; Palmerston, at Mr. Linton's office; Wellington, at Mr. Smith's office. Foxton and Halcombe, at the Corporation offices. A few new sections at Halcombe, with cottages built thereon, will be open for sale to bona fide residents, on long terms of payment. For further information, apply at the offices of the Emigrant and Colonists' Aid Corporation (Limited), Halcombe or Feilding. A. FOLLETT HALCOMBE, Agent. E. and C. Aid Corporation (Limited). xyxy=(163,441,314,522)
ad-signature: JACOB JOSEPH & CO., Agents. xyxy=(1048,368,1110,374)
ad-body: MR. R. J. DUNCAN is instructed to sell, positively without reserve, by public auction, on above date, at his salerooms, Panama-street, at 2 o'clock, the following freehold properties, viz.— 100 acres (more or less) well situated, No. in the Rangitumau Block. 100 acres (more or less) very valuable land, No. 72, in the Manaia, and within a mile of Masterton. 2 acres in the town of Palmerston. 2 town acres in the City of Wellington: All that piece or parcel of land, being part of town section No. — containing about 24 perches (more or less) next to Mr. Madden's, corner of Manners and Crawford streets. Further particulars will be duly published. xyxy=(4,302,155,355)
ad-heading-line: BUILDING LEASE, xyxy=(52,581,106,589)
columns xyxy=(0,37,1114,1447)
advertisement xyxy=(4,526,154,644)
ad-signature: T. A. BOWDEN AND SONS, Booksellers and Publishers, Featherston-street. xyxy=(648,324,791,330)
advertisement xyxy=(959,319,1110,380)
ad-signature: S. PARKES, Land Agent, Dixon-street. xyxy=(240,302,314,308)
advertisement xyxy=(322,805,472,865)
ad-signature: LYON AND BLAIR, PUBLISHERS, LAMBTON-QUAY. xyxy=(523,364,632,370)
ad-heading-line: VOL. I. OF xyxy=(701,347,731,355)
ad-heading-line: LOAN COMPANY (LIMITED). xyxy=(674,557,757,565)
ad-heading-line: (LATE CHARLES SEAGER), xyxy=(359,429,436,437)
ad-signature: E. W. MILLS. xyxy=(923,385,950,391)
column-4 xyxy=(477,37,636,1447)
ad-signature: J. M. TAYLOR, Office, Odd Fellows' Hall. xyxy=(1030,574,1110,580)
advertisement xyxy=(4,227,154,292)
ad-heading-line: TUESDAY, 19th SEPTEMBER. xyxy=(11,294,147,305)
ad-heading-line: A QUARTERLY JOURNAL xyxy=(520,397,593,405)
ad-heading-line: TO BE SOLD xyxy=(208,251,268,262)
ad-heading-line: LEVIN & CO. xyxy=(697,610,734,618)
ad-heading-line: WITH NOTES AND INDEX. xyxy=(678,373,753,381)
ad-body: Commodore Goodenough's journal during his last command as the Australian Station; edited, with memoir, by his widow. Dr. H. Maudsley's Physiology of Mind; being the first part of a new edition of Physiology and Pathology of Mind. Viscount Amberley's Analysis of Religious Belief, 2 vols. The comedy of the Noctes Ambrosianae, selected and arranged by John Skelton. Escoer's Law of Storms, practically considered. Payne's Lectures on Education. Lord Shand's Ice-Ditch. Stoddart's Angler's Companion. Dobell's Poems. Sanitary Work in the Country Towns and Villages, by Chas. Slagg. The City: Its Trade and Finance, by W. Farrer. The Artisan's Guide, and Everybody's Assistant, by H. Moore. Tom Sawyer, a new novel, by Mark Twain, author of The Innocents Abroad. Picturesque Europe, Part 5. The Langham Magazine, No. 4. Hugh Crichton's Romance, by C. R. Coleridge; elegant covers. Races of Mankind, edited by R. Brown; vol. 4, completing the work. London Society, holiday number. Filgrim-English Sing Song; or Amusing Songs and Stories in the China-English Dialect. Wilson's Geographical Distribution of Animals, 2 vols. White's Warfare of Science, by Professor White. Supplementary Ancient Classics. The Outram Family, by the author of The Schoenberg-Cotta Family. The Digest of the Law of Evidence, by J. Fitzjames-Stephens, Q.C. Cup and Platter: notes on food, by Drewry and Crewood. Hanson's Acts Relating to Probate, Legacy, and Succession Duty. Hudson's Guide to Payment of Legacy and Succession Duties. xyxy=(481,69,632,183)
ad-heading-line: JUST PUBLISHED.—MOUNTED ON ROLLERS xyxy=(651,286,780,294)
ad-signature: T. A. BOWDEN AND SONS, Booksellers, Featherston-street. xyxy=(676,138,791,144)
ad-heading-line: IN TWO VOLUMES. xyxy=(688,390,744,398)
ad-heading-line: NEW BOOKS JUST RECEIVED xyxy=(487,53,626,63)
ad-signature: LYON & BLAIR, News Agents, &c., Lambton-quay. xyxy=(533,317,632,323)
ad-signature: LEVIN & CO. xyxy=(763,578,791,584)
advertisement xyxy=(4,170,154,227)
ad-heading-line: EDITED BY G. R. BARTON. xyxy=(678,381,754,389)
ad-body: At the Residence of the late Mrs. Murch, Boulcott-street. MR. J. H. WALLACE is instructed to sell by public auction, on Thursday, 14th September, without reserve, at the residence of the late Mrs. Murch, Boulcott-street, at 2 o'clock p.m.— A choice variety of household furniture, consisting of Beds, bedding, and bedroom furniture, Drawing and dining-room suites, Chest drawers, plated and glassware, Kitchen utensils, and sundries. No reserve. Sale at 2 o'clock. Catalogues at sale. xyxy=(4,245,155,287)
ad-heading-line: MUSIC! MUSIC!! MUSIC!!! xyxy=(653,240,779,251)
ad-heading-line: AUCTIONEER xyxy=(59,657,99,665)
ad-heading-line: NO MORE CROOKED LATHS. xyxy=(356,240,439,248)
ad-body: 1200 bars and 171 bundles B.B.H. iron. 150 bars angle iron. 14 casks 'Lion' horseshoes. 8 casks Cortland's bolts. 1 case Cortland's brass foundry. 1 cask iron saucepans. 1 cask copper boat nails. 1 cask mortise locks. 1 case Gilpin's picks and axes. 12 cases galvanized tubs. 150 camp ovens and covers. 6 cast furnace pans. 6 bundles shovel handles. 50 grindstones, 12 to 30in. 1 cask fire-finishing nails. 1 bale sail twine. 8 cases fish and fishing lines. 4 coils spunyarn. 5 bales paperhangings. xyxy=(799,343,950,385)
advertisement xyxy=(322,773,472,805)
ad-signature: WADDELL, M'LEOD, & WEIR, Reclaimed Land. xyxy=(1015,429,1110,435)
ad-heading-line: LAMBTON-QUAY. xyxy=(53,682,105,690)
advertisement xyxy=(641,589,791,623)
ad-heading-line: MADE TO ANY DESIGN, xyxy=(363,133,432,141)
ad-heading-line: GHOLLAH'S xyxy=(687,671,744,682)
ad-body: Several sums of Money for Investment on Freehold or Leasehold Securities. xyxy=(640,632,786,648)
ad-body: Kauri and totara sashes, all sizes. Kauri and pine, all sizes doors. Architraves, mouldings, skirtings. Clearing boards and timber. Fencing and dressed timber. Flooring, lining and rusticated boarding. Greenhouse lights. Sashes and doors, made to any size on the shortest notice. Country orders punctually attended to. xyxy=(958,397,1110,429)
ad-heading-line: [CIRCULAR.] xyxy=(684,411,747,422)
ad-heading-line: FOR SALE — A Leasehold Station xyxy=(179,378,297,399)
advertisement xyxy=(481,268,631,328)
ad-signature: J. DRANSFIELD, New Zealand Agent for the Champagne Vineyard Proprietors. xyxy=(961,539,1110,545)
ad-heading-line: THORNDON BREWERY. xyxy=(342,705,452,716)
